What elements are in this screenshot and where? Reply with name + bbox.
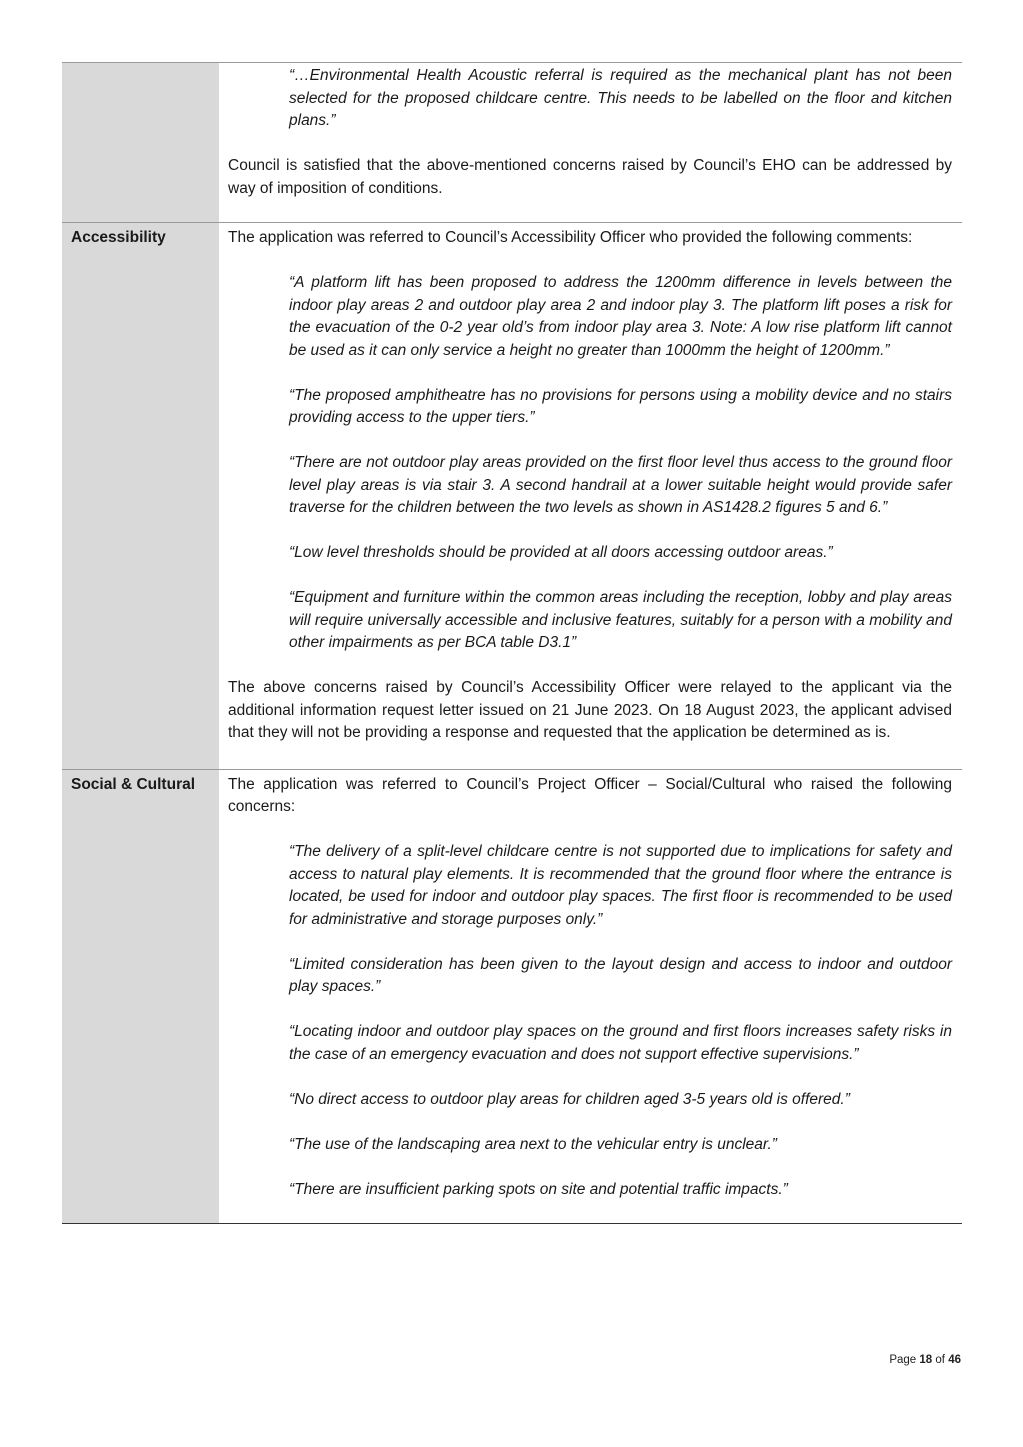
accessibility-quote-3: “There are not outdoor play areas provided on the first floor level thus access to the ground floor level play areas is via stair 3. A second handrail at a lower suitable height would provide safer traverse for the children between the two levels as shown in AS1428.2 figures 5 and 6.” (289, 454, 952, 516)
eho-conclusion: Council is satisfied that the above-mentioned concerns raised by Council’s EHO can be addressed by way of imposition of conditions. (228, 157, 952, 197)
total-pages: 46 (948, 1354, 961, 1366)
row-label-social-cultural: Social & Cultural (62, 770, 219, 1224)
social-quote-3: “Locating indoor and outdoor play spaces on the ground and first floors increases safety risks in the case of an emergency evacuation and does not support effective supervisions.” (289, 1023, 952, 1063)
accessibility-quote-4: “Low level thresholds should be provided at all doors accessing outdoor areas.” (289, 544, 833, 561)
row-content-social-cultural (219, 770, 962, 1224)
social-quote-4: “No direct access to outdoor play areas for children aged 3-5 years old is offered.” (289, 1090, 850, 1108)
social-quote-2: “Limited consideration has been given to the layout design and access to indoor and outdoor play spaces.” (289, 955, 952, 995)
page-footer (889, 1354, 961, 1366)
row-content-accessibility (219, 223, 962, 769)
social-quote-6: “There are insufficient parking spots on site and potential traffic impacts.” (289, 1180, 788, 1198)
row-label-eho (62, 63, 219, 222)
table-row-eho (62, 63, 962, 222)
row-label-accessibility: Accessibility (62, 223, 219, 769)
page-number: 18 (919, 1354, 933, 1366)
social-quote-1: “The delivery of a split-level childcare centre is not supported due to implications for safety and access to natural play elements. It is recommended that the ground floor where the entrance is located, be used for indoor and outdoor play spaces. The first floor is recommended to be used for administrative and storage purposes only.” (289, 843, 952, 928)
accessibility-quote-1: “A platform lift has been proposed to address the 1200mm difference in levels between the indoor play areas 2 and outdoor play area 2 and indoor play 3. The platform lift poses a risk for the evacuation of the 0-2 year old’s from indoor play area 3. Note: A low rise platform lift cannot be used as it can only service a height no greater than 1000mm the height of 1200mm.” (289, 274, 952, 359)
of-word: of (935, 1354, 945, 1366)
eho-quote: “…Environmental Health Acoustic referral is required as the mechanical plant has not been selected for the proposed childcare centre. This needs to be labelled on the floor and kitchen plans.” (289, 67, 952, 129)
accessibility-quote-5: “Equipment and furniture within the common areas including the reception, lobby and play areas will require universally accessible and inclusive features, suitably for a person with a mobility and other impairments as per BCA table D3.1” (289, 589, 952, 651)
accessibility-quote-2: “The proposed amphitheatre has no provisions for persons using a mobility device and no stairs providing access to the upper tiers.” (289, 386, 952, 426)
table-row-accessibility (62, 222, 962, 769)
row-content-eho (219, 63, 962, 222)
page-word: Page (889, 1354, 917, 1366)
social-quote-5: “The use of the landscaping area next to the vehicular entry is unclear.” (289, 1135, 777, 1153)
table-row-social-cultural (62, 769, 962, 1224)
accessibility-conclusion: The above concerns raised by Council’s Accessibility Officer were relayed to the applicant via the additional information request letter issued on 21 June 2023. On 18 August 2023, the applicant advised that they will not be providing a response and requested that the application be determined as is. (228, 679, 952, 741)
social-intro: The application was referred to Council’s Project Officer – Social/Cultural who raised the following concerns: (228, 775, 952, 815)
accessibility-intro: The application was referred to Council’s Accessibility Officer who provided the following comments: (228, 229, 913, 246)
assessment-table (62, 62, 962, 1224)
